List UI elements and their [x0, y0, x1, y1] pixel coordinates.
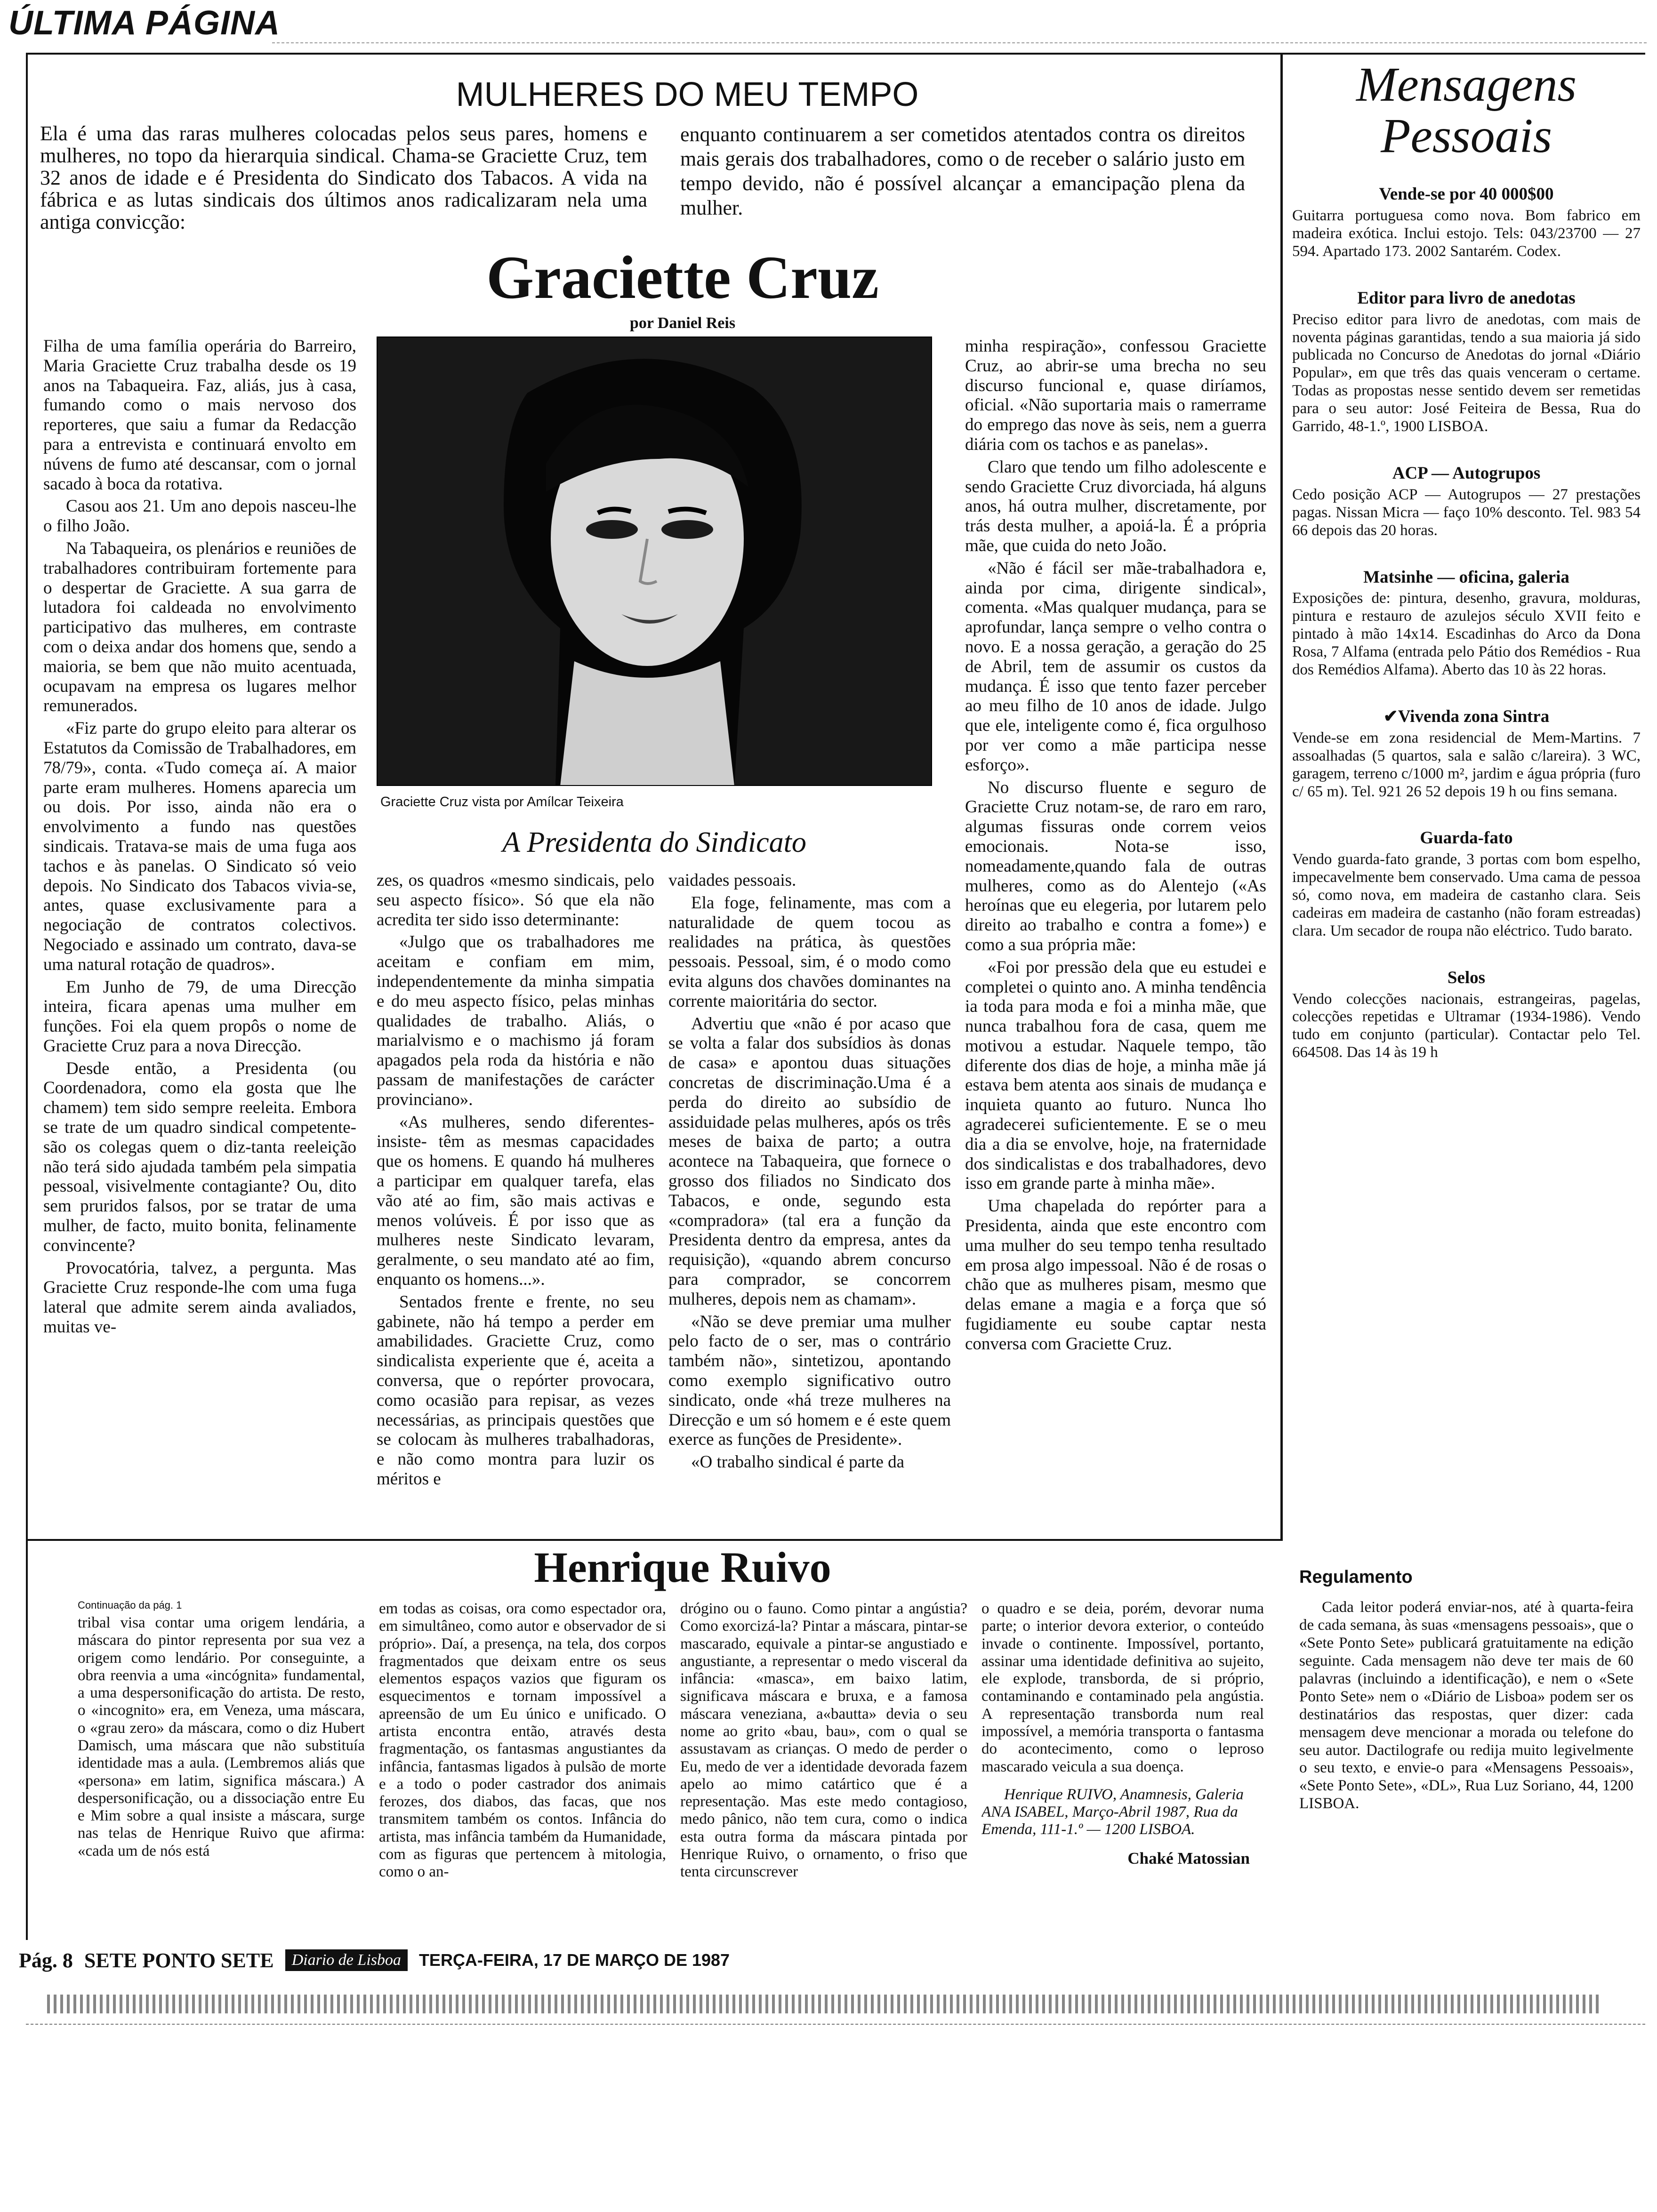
page-number: Pág. 8	[19, 1948, 73, 1972]
photo-caption: Graciette Cruz vista por Amílcar Teixeira	[380, 794, 624, 809]
second-article-title: Henrique Ruivo	[534, 1543, 831, 1591]
ad-text: Vendo guarda-fato grande, 3 portas com bom espelho, impecavelmente bem conservado. Uma cama de pessoa só, como nova, em madeira de castanho clara. Seis cadeiras em madeira de castanho (não foram estreadas) clara. Um secador de roupa não eléctrico. Tudo barato.	[1292, 851, 1641, 939]
ad-title	[1292, 707, 1641, 727]
article-author: Chaké Matossian	[1127, 1849, 1250, 1867]
classified-ad	[1292, 707, 1641, 801]
second-article-column-4: o quadro e se deia, porém, devorar numa parte; o interior devora exterior, o conteúdo invade o continente. Impossível, portanto, assinar uma identidade definitiva ao sujeito, ele explode, transborda, de si próprio, contaminando e contaminado pela angústia. A representação transborda num real impossível, a memória transporta o fantasma do acontecimento, como o leproso mascarado veicula a sua doença.	[981, 1600, 1264, 1775]
ad-title: Vende-se por 40 000$00	[1379, 184, 1554, 204]
paragraph: Provocatória, talvez, a pergunta. Mas Graciette Cruz responde-lhe com uma fuga lateral que admite serem ainda avaliados, muitas ve-	[43, 1258, 356, 1337]
header-rule	[272, 42, 1647, 43]
section-title: ÚLTIMA PÁGINA	[8, 4, 280, 42]
checkmark-icon: ✔	[1383, 707, 1398, 726]
footer-bar	[19, 1944, 913, 1977]
continuation-note: Continuação da pág. 1	[78, 1599, 182, 1611]
frame-divider-bottom	[26, 1539, 1283, 1541]
paragraph: «Julgo que os trabalhadores me aceitam e confiam em mim, independentemente da minha simpatia e do meu aspecto físico, pelas minhas qualidades de trabalho. Aliás, o marialvismo e o machismo já foram apagados pela roda da história e não passam de manifestações de carácter provinciano».	[377, 932, 654, 1109]
sidebar-title-line-2: Pessoais	[1381, 109, 1552, 163]
rules-title: Regulamento	[1299, 1567, 1413, 1587]
intro-left: Ela é uma das raras mulheres colocadas pelos seus pares, homens e mulheres, no topo da hierarquia sindical. Chama-se Graciette Cruz, tem 32 anos de idade e é Presidenta do Sindicato dos Tabacos. A vida na fábrica e as lutas sindicais dos últimos anos radicalizaram nela uma antiga convicção:	[40, 122, 647, 234]
section-header	[8, 4, 1647, 51]
feature-column-4	[965, 337, 1266, 1527]
ad-title-text: Vivenda zona Sintra	[1398, 707, 1550, 726]
byline: por Daniel Reis	[629, 314, 736, 332]
paragraph: Filha de uma família operária do Barreiro, Maria Graciette Cruz trabalha desde os 19 anos na Tabaqueira. Faz, aliás, jus à casa, fumando como o mais nervoso dos reporteres, que saiu a fumar da Redacção para a entrevista e continuará envolto em núvens de fumo até descansar, com o jornal sacado à boca da rotativa.	[43, 337, 356, 494]
second-article-column-1: tribal visa contar uma origem lendária, a máscara do pintor representa por sua vez a origem como lendário. Por conseguinte, a obra reenvia a uma «incógnita» fundamental, a uma despersonificação do artista. De resto, o «incognito» era, em Veneza, uma máscara, o «grau zero» da máscara, como o diz Hubert Damisch, uma máscara que não substituía identidade mas a aula. (Lembremos aliás que «persona» em latim, significa máscara.) A despersonificação, ou a dissociação entre Eu e Mim sobre a qual insiste a máscara, surge nas telas de Henrique Ruivo que afirma: «cada um de nós está	[78, 1614, 365, 1859]
feature-column-3	[668, 871, 951, 1527]
ad-text: Vendo colecções nacionais, estrangeiras, pagelas, colecções repetidas e Ultramar (1934-1986). Vendo tudo em conjunto (particular). Contactar pelo Tel. 664508. Das 14 às 19 h	[1292, 990, 1641, 1061]
paragraph: Desde então, a Presidenta (ou Coordenadora, como ela gosta que lhe chamem) tem sido sempre reeleita. Embora se trate de um quadro sindical competente-são os colegas quem o diz-tanta reeleição não terá sido ajudada também pela simpatia pessoal, visivelmente contagiante? Ou, dito sem pruridos falsos, por se tratar de uma mulher, de facto, muito bonita, felinamente convincente?	[43, 1058, 356, 1255]
personal-messages-sidebar	[1292, 59, 1641, 1539]
paragraph: «Não se deve premiar uma mulher pelo facto de o ser, mas o contrário também não», sintetizou, apontando como exemplo significativo outro sindicato, onde «há treze mulheres na Direcção e um só homem e é este quem exerce as funções de Presidente».	[668, 1312, 951, 1450]
paragraph: vaidades pessoais.	[668, 871, 796, 890]
ad-text: Exposições de: pintura, desenho, gravura, molduras, pintura e restauro de azulejos século XVII feito e pintado à mão 14x14. Escadinhas do Arco da Dona Rosa, 7 Alfama (entrada pelo Pátio dos Remédios - Rua dos Remédios Alfama). Aberto das 10 às 22 horas.	[1292, 590, 1641, 679]
frame-left	[26, 53, 28, 1940]
feature-column-1	[43, 337, 356, 1527]
classified-ad	[1292, 969, 1641, 1062]
paragraph: Uma chapelada do repórter para a Presidenta, ainda que este encontro com uma mulher do seu tempo tenha resultado em prosa algo impessoal. Não é de rosas o chão que as mulheres pisam, mesmo que delas emane a magia e a força que só fugidiamente eu soube captar nesta conversa com Graciette Cruz.	[965, 1196, 1266, 1354]
sidebar-title-line-1: Mensagens	[1356, 59, 1577, 112]
paragraph: Sentados frente e frente, no seu gabinete, não há tempo a perder em amabilidades. Graciette Cruz, como sindicalista experiente que é, aceita a conversa, que o repórter provocara, como ocasião para repisar, as vezes necessárias, as principais questões que se colocam às mulheres trabalhadoras, e não como montra para luzir os méritos e	[377, 1292, 654, 1489]
ad-title: Guarda-fato	[1420, 828, 1513, 848]
frame-divider-sidebar	[1280, 53, 1283, 1540]
second-article-column-2: em todas as coisas, ora como espectador ora, em simultâneo, como autor e observador de si próprio». Daí, a presença, na tela, dos corpos fragmentados que deixam entre os seus elementos espaços vazios que figuram os esquecimentos e tornam impossível a apreensão de um Eu único e unificado. O artista encontra então, através desta fragmentação, os fantasmas angustiantes da infância, fantasmas ligados à pulsão de morte e a todo o poder castrador dos animais ferozes, dos diabos, das facas, que nos transmitem também os contos. Infância do artista, mas infância também da Humanidade, com as figuras que pertencem à mitologia, como o an-	[379, 1600, 666, 1881]
paragraph: «O trabalho sindical é parte da	[691, 1452, 905, 1472]
ad-title: Selos	[1447, 968, 1486, 987]
classified-ad	[1292, 464, 1641, 540]
classified-ad	[1292, 829, 1641, 940]
footer-pattern-strip	[47, 1995, 1601, 2013]
second-article-column-3: drógino ou o fauno. Como pintar a angústia? Como exorcizá-la? Pintar a máscara, pintar-se mascarado, equivale a pintar-se angustiado e angustiante, a representar o medo visceral da infância: «masca», em baixo latim, significava máscara e bruxa, e a famosa máscara veneziana, a«bautta» devia o seu nome ao grito «bau, bau», com o qual se assustavam as crianças. O medo de perder o Eu, medo de ver a identidade devorada fazem apelo ao mimo catártico que é a representação. Mas este medo contagioso, medo pânico, não tem cura, como o indica esta outra forma da máscara pintada por Henrique Ruivo, o ornamento, o friso que tenta circunscrever	[680, 1600, 967, 1881]
rules-box	[1299, 1567, 1633, 1897]
paragraph: «As mulheres, sendo diferentes-insiste- têm as mesmas capacidades que os homens. E quando há mulheres a participar em qualquer tarefa, elas vão até ao fim, são mais activas e menos volúveis. É por isso que as mulheres neste Sindicato levaram, geralmente, o seu mandato até ao fim, enquanto os homens...».	[377, 1112, 654, 1289]
paragraph: Em Junho de 79, de uma Direcção inteira, ficara apenas uma mulher em funções. Foi ela quem propôs o nome de Graciette Cruz para a nova Direcção.	[43, 977, 356, 1056]
paragraph: minha respiração», confessou Graciette Cruz, ao abrir-se uma brecha no seu discurso funcional e, quase diríamos, oficial. «Não suportaria mais o ramerrame do emprego das nove às seis, nem a guerra diária com os tachos e as panelas».	[965, 337, 1266, 454]
classified-ad	[1292, 185, 1641, 261]
paragraph: «Não é fácil ser mãe-trabalhadora e, ainda por cima, dirigente sindical», comenta. «Mas qualquer mudança, para se aprofundar, lança sempre o velho contra o novo. E a nossa geração, a geração do 25 de Abril, tem de assumir os custos da mudança. É isso que tento fazer perceber ao meu filho de 10 anos de idade. Julgo que ele, inteligente como é, fica orgulhoso por ver como a mãe participa nesse esforço».	[965, 558, 1266, 775]
paragraph: Claro que tendo um filho adolescente e sendo Graciette Cruz divorciada, há alguns anos, há outra mulher, discretamente, por trás desta mulher, a apoiá-la. É a própria mãe, que cuida do neto João.	[965, 457, 1266, 555]
ad-text: Preciso editor para livro de anedotas, com mais de noventa páginas garantidas, tendo a sua maioria já sido publicada no Concurso de Anedotas do jornal «Diário Popular», em que três das quais venceram o certame. Todas as propostas nesse sentido devem ser remetidas para o seu autor: José Feiteira de Bessa, Rua do Garrido, 48-1.º, 1900 LISBOA.	[1292, 311, 1641, 435]
ad-title: Matsinhe — oficina, galeria	[1363, 567, 1569, 587]
sidebar-title	[1292, 59, 1641, 161]
rules-text: Cada leitor poderá enviar-nos, até à quarta-feira de cada semana, às suas «mensagens pessoais», que o «Sete Ponto Sete» publicará gratuitamente na edição seguinte. Cada mensagem não deve ter mais de 60 palavras (incluindo a identificação), e nem o «Sete Ponto Sete» nem o «Diário de Lisboa» podem ser os destinatários das respostas, quer dizer: cada mensagem deve mencionar a morada ou telefone do seu autor. Dactilografe ou redija muito legivelmente o seu texto, e envie-o para «Mensagens Pessoais», «Sete Ponto Sete», «DL», Rua Luz Soriano, 44, 1200 LISBOA.	[1299, 1599, 1633, 1812]
article-title: Graciette Cruz	[486, 244, 879, 312]
second-article-column-4-wrap	[981, 1600, 1264, 1897]
subhead: A Presidenta do Sindicato	[502, 826, 806, 858]
ad-text: Vende-se em zona residencial de Mem-Martins. 7 assoalhadas (5 quartos, sala e salão c/lareira). 3 WC, garagem, terreno c/1000 m², jardim e água própria (furo c/ 65 m). Tel. 921 26 52 depois 19 h ou fins semana.	[1292, 729, 1641, 800]
classified-ad	[1292, 568, 1641, 679]
ad-text: Cedo posição ACP — Autogrupos — 27 prestações pagas. Nissan Micra — faço 10% desconto. Tel. 983 54 66 depois das 20 horas.	[1292, 486, 1641, 539]
paragraph: «Foi por pressão dela que eu estudei e completei o quinto ano. A minha tendência ia toda para moda e foi a minha mãe, que nunca trabalhou fora de casa, quem me motivou a estudar. Naquele tempo, tão diferente dos dias de hoje, a minha mãe já estava bem atenta aos sinais de mudança e inquieta quanto ao futuro. Nunca lho agradecerei suficientemente. E se o meu dia a dia se envolve, hoje, na fraternidade dos sindicalistas e dos trabalhadores, devo isso em grande parte à minha mãe».	[965, 957, 1266, 1194]
paragraph: «Fiz parte do grupo eleito para alterar os Estatutos da Comissão de Trabalhadores, em 78/79», conta. «Tudo começa aí. A maior parte eram mulheres. Homens aparecia um ou dois. Por isso, ainda não era o envolvimento a fundo nas questões sindicais. Tratava-se mais de uma fuga aos tachos e às panelas. O Sindicato só veio depois. No Sindicato dos Tabacos vivia-se, antes, quase exclusivamente para a negociação de contratos colectivos. Negociado e assinado um contrato, dava-se uma natural rotação de quadros».	[43, 719, 356, 974]
paragraph: Advertiu que «não é por acaso que se volta a falar dos subsídios às donas de casa» e apontou duas situações concretas de discriminação.Uma é a perda do direito ao subsídio de assiduidade pelas mulheres, após os três meses de baixa de parto; a outra acontece na Tabaqueira, que fornece o grosso dos filiados no Sindicato dos Tabacos, e onde, segundo esta «compradora» (tal era a função da Presidenta dentro da empresa, antes da requisição), «quando abrem concurso para comprador, se concorrem mulheres, depois nem as chamam».	[668, 1014, 951, 1309]
supplement-name: SETE PONTO SETE	[84, 1948, 274, 1972]
publication-date: TERÇA-FEIRA, 17 DE MARÇO DE 1987	[418, 1950, 730, 1970]
portrait-illustration	[377, 337, 932, 786]
paragraph: zes, os quadros «mesmo sindicais, pelo seu aspecto físico». Só que ela não acredita ter sido isso determinante:	[377, 871, 654, 930]
paragraph: No discurso fluente e seguro de Graciette Cruz notam-se, de raro em raro, algumas fissuras onde correm veios emocionais. Nota-se isso, nomeadamente,quando fala de outras mulheres, como as do Alentejo («As heroínas que eu elegeria, por lutarem pelo direito ao trabalho e contra a fome») e como a sua própria mãe:	[965, 777, 1266, 954]
newspaper-logo: Diario de Lisboa	[285, 1949, 408, 1971]
ad-title: ACP — Autogrupos	[1392, 464, 1541, 483]
intro-right: enquanto continuarem a ser cometidos atentados contra os direitos mais gerais dos trabalhadores, como o de receber o salário justo em tempo devido, não é possível alcançar a emancipação plena da mulher.	[680, 123, 1245, 219]
classified-ad	[1292, 289, 1641, 436]
footer-rule	[26, 2024, 1645, 2025]
feature-column-2	[377, 871, 654, 1527]
portrait-photo	[377, 337, 932, 786]
ad-text: Guitarra portuguesa como nova. Bom fabrico em madeira exótica. Inclui estojo. Tels: 043/23700 — 27 594. Apartado 173. 2002 Santarém. Codex.	[1292, 207, 1641, 260]
frame-top	[26, 53, 1645, 55]
kicker: MULHERES DO MEU TEMPO	[456, 76, 919, 113]
ad-title: Editor para livro de anedotas	[1357, 288, 1576, 308]
paragraph: Na Tabaqueira, os plenários e reuniões de trabalhadores contribuiram fortemente para o despertar de Graciette. A sua garra de lutadora foi caldeada no envolvimento participativo das mulheres, em contraste com o deixa andar dos homens que, sendo a maioria, se bem que não muito acentuada, ocupavam na empresa os lugares melhor remunerados.	[43, 538, 356, 716]
paragraph: Casou aos 21. Um ano depois nasceu-lhe o filho João.	[43, 497, 356, 536]
exhibition-reference: Henrique RUIVO, Anamnesis, Galeria ANA ISABEL, Março-Abril 1987, Rua da Emenda, 111-1.º — 1200 LISBOA.	[981, 1786, 1244, 1838]
paragraph: Ela foge, felinamente, mas com a naturalidade de quem tocou as realidades na prática, às questões pessoais. Pessoal, sim, é o modo como evita alguns dos chavões dominantes na corrente maioritária do sector.	[668, 893, 951, 1011]
